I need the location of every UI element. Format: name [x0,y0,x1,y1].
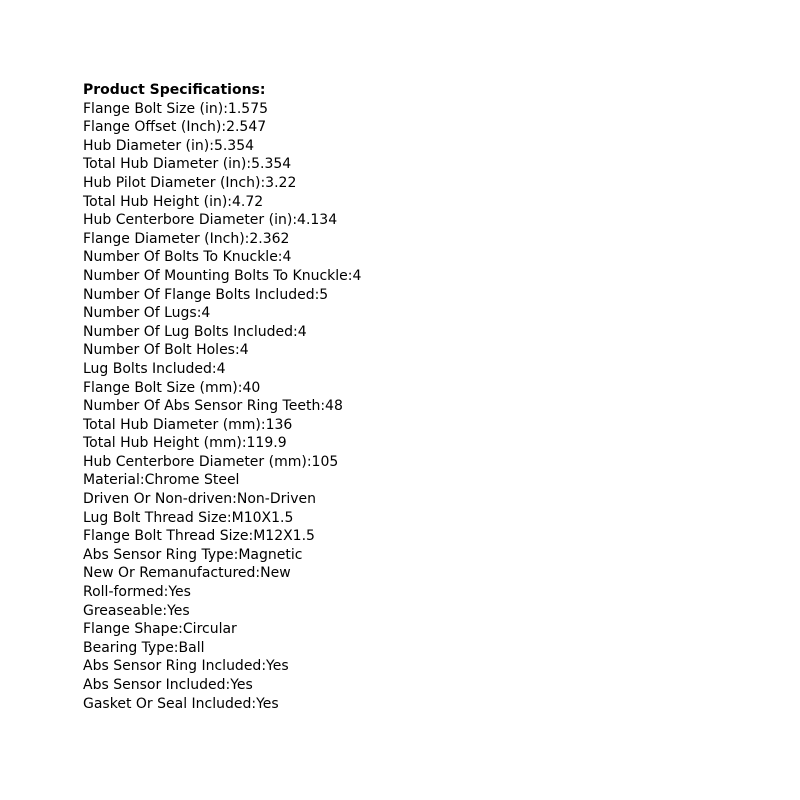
spec-row: Total Hub Diameter (mm):136 [83,416,293,433]
spec-row: Number Of Mounting Bolts To Knuckle:4 [83,267,362,284]
spec-row: Lug Bolts Included:4 [83,360,226,377]
spec-row: Number Of Bolts To Knuckle:4 [83,249,292,266]
spec-row: Hub Centerbore Diameter (in):4.134 [83,212,338,229]
spec-row: Abs Sensor Ring Included:Yes [83,658,289,675]
spec-row: Total Hub Height (mm):119.9 [83,435,287,452]
spec-row: Flange Shape:Circular [83,621,237,638]
spec-row: Flange Bolt Size (in):1.575 [83,100,269,117]
spec-row: Hub Centerbore Diameter (mm):105 [83,453,339,470]
spec-row: Hub Pilot Diameter (Inch):3.22 [83,174,297,191]
spec-row: Flange Diameter (Inch):2.362 [83,230,290,247]
spec-row: Driven Or Non-driven:Non-Driven [83,491,317,508]
spec-row: Roll-formed:Yes [83,584,191,601]
spec-row: Flange Bolt Size (mm):40 [83,379,261,396]
spec-list [83,100,723,714]
spec-row: Flange Offset (Inch):2.547 [83,119,267,136]
spec-row: Hub Diameter (in):5.354 [83,137,255,154]
spec-row: New Or Remanufactured:New [83,565,291,582]
spec-row: Flange Bolt Thread Size:M12X1.5 [83,528,315,545]
spec-row: Gasket Or Seal Included:Yes [83,695,279,712]
spec-row: Material:Chrome Steel [83,472,240,489]
spec-row: Number Of Flange Bolts Included:5 [83,286,329,303]
spec-row: Greaseable:Yes [83,602,190,619]
spec-row: Abs Sensor Ring Type:Magnetic [83,546,303,563]
spec-title: Product Specifications: [83,82,266,98]
spec-row: Number Of Lug Bolts Included:4 [83,323,307,340]
spec-row: Number Of Abs Sensor Ring Teeth:48 [83,398,343,415]
spec-row: Number Of Bolt Holes:4 [83,342,249,359]
spec-row: Lug Bolt Thread Size:M10X1.5 [83,509,294,526]
spec-row: Total Hub Diameter (in):5.354 [83,156,292,173]
spec-row: Bearing Type:Ball [83,639,205,656]
spec-row: Total Hub Height (in):4.72 [83,193,264,210]
product-specifications [83,81,723,713]
spec-row: Abs Sensor Included:Yes [83,677,253,693]
spec-row: Number Of Lugs:4 [83,305,211,322]
